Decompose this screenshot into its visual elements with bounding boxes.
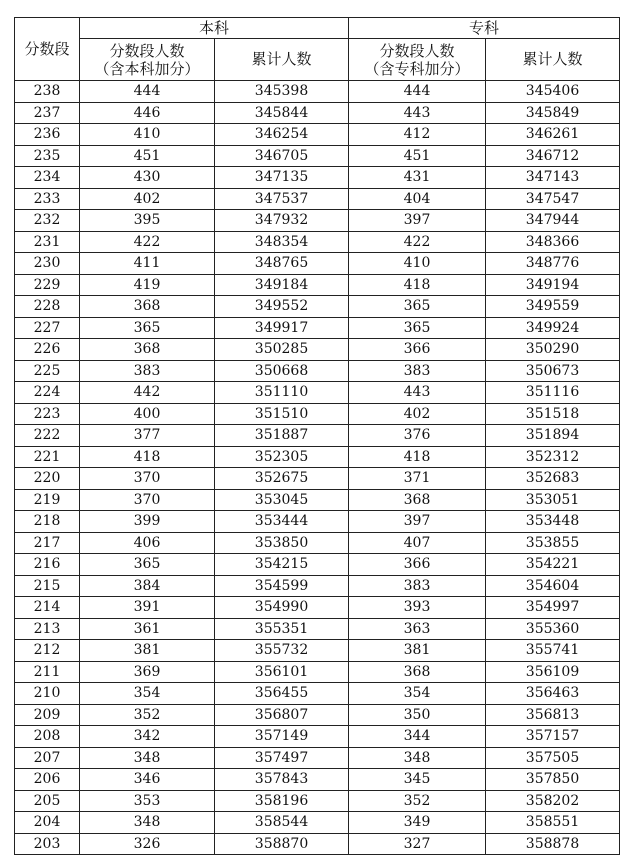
junior-count-cell: 418	[349, 446, 486, 468]
junior-count-cell: 363	[349, 618, 486, 640]
undergrad-count-cell: 395	[80, 210, 215, 232]
junior-cumulative-cell: 356813	[486, 704, 620, 726]
header-sub-row	[15, 39, 620, 81]
score-cell: 219	[15, 489, 80, 511]
junior-count-cell: 345	[349, 769, 486, 791]
junior-cumulative-cell: 346261	[486, 124, 620, 146]
junior-count-cell: 348	[349, 747, 486, 769]
undergrad-count-cell: 368	[80, 296, 215, 318]
junior-count-cell: 422	[349, 231, 486, 253]
undergrad-cumulative-cell: 346705	[215, 145, 349, 167]
table-row	[15, 790, 620, 812]
junior-count-cell: 383	[349, 575, 486, 597]
undergrad-count-cell: 418	[80, 446, 215, 468]
junior-count-cell: 418	[349, 274, 486, 296]
junior-bonus-note: （含专科加分）	[364, 59, 470, 78]
table-row	[15, 360, 620, 382]
table-row	[15, 640, 620, 662]
undergrad-count-cell: 422	[80, 231, 215, 253]
undergrad-count-cell: 400	[80, 403, 215, 425]
junior-cumulative-cell: 347547	[486, 188, 620, 210]
undergrad-count-cell: 370	[80, 468, 215, 490]
undergrad-cumulative-cell: 354599	[215, 575, 349, 597]
score-cell: 232	[15, 210, 80, 232]
junior-cumulative-cell: 351116	[486, 382, 620, 404]
junior-count-cell: 383	[349, 360, 486, 382]
undergrad-cumulative-cell: 350668	[215, 360, 349, 382]
junior-count-cell: 412	[349, 124, 486, 146]
junior-count-cell: 393	[349, 597, 486, 619]
junior-cumulative-cell: 354997	[486, 597, 620, 619]
junior-count-cell: 431	[349, 167, 486, 189]
junior-count-cell: 349	[349, 812, 486, 834]
undergrad-cumulative-cell: 351887	[215, 425, 349, 447]
score-cell: 228	[15, 296, 80, 318]
junior-count-cell: 327	[349, 833, 486, 855]
undergrad-count-cell: 368	[80, 339, 215, 361]
score-cell: 208	[15, 726, 80, 748]
score-cell: 206	[15, 769, 80, 791]
table-row	[15, 618, 620, 640]
table-row	[15, 747, 620, 769]
undergrad-count-cell: 406	[80, 532, 215, 554]
undergrad-cumulative-cell: 356807	[215, 704, 349, 726]
junior-cumulative-cell: 355741	[486, 640, 620, 662]
junior-count-cell: 444	[349, 81, 486, 103]
undergrad-count-cell: 370	[80, 489, 215, 511]
score-cell: 203	[15, 833, 80, 855]
undergrad-cumulative-cell: 351110	[215, 382, 349, 404]
table-row	[15, 145, 620, 167]
undergrad-count-cell: 348	[80, 747, 215, 769]
undergrad-cumulative-cell: 346254	[215, 124, 349, 146]
table-row	[15, 468, 620, 490]
junior-cumulative-header: 累计人数	[486, 39, 620, 81]
table-row	[15, 167, 620, 189]
table-row	[15, 403, 620, 425]
junior-cumulative-cell: 351894	[486, 425, 620, 447]
undergrad-cumulative-cell: 356101	[215, 661, 349, 683]
undergrad-count-cell: 369	[80, 661, 215, 683]
undergrad-count-cell: 381	[80, 640, 215, 662]
junior-cumulative-cell: 356109	[486, 661, 620, 683]
table-body	[15, 81, 620, 855]
undergrad-cumulative-cell: 348354	[215, 231, 349, 253]
score-cell: 229	[15, 274, 80, 296]
junior-count-cell: 397	[349, 511, 486, 533]
undergrad-count-cell: 399	[80, 511, 215, 533]
undergrad-cumulative-cell: 345844	[215, 102, 349, 124]
undergrad-cumulative-header: 累计人数	[215, 39, 349, 81]
junior-cumulative-cell: 348776	[486, 253, 620, 275]
score-cell: 238	[15, 81, 80, 103]
undergrad-count-cell: 451	[80, 145, 215, 167]
junior-count-cell: 344	[349, 726, 486, 748]
table-row	[15, 833, 620, 855]
junior-count-cell: 410	[349, 253, 486, 275]
undergrad-count-cell: 342	[80, 726, 215, 748]
junior-count-cell: 350	[349, 704, 486, 726]
junior-count-cell: 366	[349, 339, 486, 361]
score-cell: 209	[15, 704, 80, 726]
table-row	[15, 661, 620, 683]
score-cell: 217	[15, 532, 80, 554]
junior-cumulative-cell: 346712	[486, 145, 620, 167]
score-cell: 215	[15, 575, 80, 597]
undergrad-cumulative-cell: 357149	[215, 726, 349, 748]
undergrad-cumulative-cell: 353444	[215, 511, 349, 533]
score-cell: 234	[15, 167, 80, 189]
table-row	[15, 489, 620, 511]
table-row	[15, 339, 620, 361]
undergrad-count-cell: 410	[80, 124, 215, 146]
table-row	[15, 124, 620, 146]
score-cell: 226	[15, 339, 80, 361]
undergrad-count-cell: 361	[80, 618, 215, 640]
undergrad-count-cell: 346	[80, 769, 215, 791]
score-cell: 224	[15, 382, 80, 404]
junior-count-cell: 376	[349, 425, 486, 447]
undergrad-count-header	[80, 39, 215, 81]
undergrad-count-cell: 402	[80, 188, 215, 210]
junior-count-cell: 365	[349, 317, 486, 339]
score-cell: 227	[15, 317, 80, 339]
junior-count-cell: 366	[349, 554, 486, 576]
score-cell: 233	[15, 188, 80, 210]
junior-cumulative-cell: 357505	[486, 747, 620, 769]
junior-count-cell: 443	[349, 102, 486, 124]
junior-cumulative-cell: 355360	[486, 618, 620, 640]
undergrad-cumulative-cell: 357497	[215, 747, 349, 769]
junior-cumulative-cell: 349559	[486, 296, 620, 318]
junior-cumulative-cell: 353051	[486, 489, 620, 511]
junior-cumulative-cell: 350290	[486, 339, 620, 361]
undergrad-cumulative-cell: 357843	[215, 769, 349, 791]
junior-cumulative-cell: 349194	[486, 274, 620, 296]
undergrad-count-label: 分数段人数	[109, 41, 185, 60]
junior-cumulative-cell: 347143	[486, 167, 620, 189]
undergrad-cumulative-cell: 347135	[215, 167, 349, 189]
score-cell: 211	[15, 661, 80, 683]
undergrad-count-cell: 391	[80, 597, 215, 619]
undergrad-cumulative-cell: 352675	[215, 468, 349, 490]
table-row	[15, 726, 620, 748]
score-cell: 235	[15, 145, 80, 167]
junior-count-cell: 443	[349, 382, 486, 404]
table-row	[15, 532, 620, 554]
junior-cumulative-cell: 351518	[486, 403, 620, 425]
undergrad-cumulative-cell: 354990	[215, 597, 349, 619]
undergrad-count-cell: 444	[80, 81, 215, 103]
score-cell: 223	[15, 403, 80, 425]
junior-cumulative-cell: 350673	[486, 360, 620, 382]
junior-count-label: 分数段人数	[379, 41, 455, 60]
junior-count-cell: 368	[349, 661, 486, 683]
undergrad-count-cell: 348	[80, 812, 215, 834]
undergrad-count-cell: 354	[80, 683, 215, 705]
junior-count-cell: 368	[349, 489, 486, 511]
undergrad-cumulative-cell: 349917	[215, 317, 349, 339]
junior-cumulative-cell: 358202	[486, 790, 620, 812]
table-row	[15, 812, 620, 834]
header-group-row	[15, 18, 620, 39]
undergrad-cumulative-cell: 355732	[215, 640, 349, 662]
undergrad-cumulative-cell: 358544	[215, 812, 349, 834]
score-cell: 205	[15, 790, 80, 812]
undergrad-count-cell: 411	[80, 253, 215, 275]
undergrad-count-cell: 365	[80, 554, 215, 576]
score-cell: 225	[15, 360, 80, 382]
score-cell: 231	[15, 231, 80, 253]
undergrad-cumulative-cell: 356455	[215, 683, 349, 705]
score-cell: 220	[15, 468, 80, 490]
undergrad-group-header: 本科	[80, 18, 349, 39]
undergrad-cumulative-cell: 347932	[215, 210, 349, 232]
junior-cumulative-cell: 349924	[486, 317, 620, 339]
undergrad-count-cell: 353	[80, 790, 215, 812]
score-band-header: 分数段	[15, 18, 80, 81]
undergrad-cumulative-cell: 354215	[215, 554, 349, 576]
score-cell: 210	[15, 683, 80, 705]
score-cell: 222	[15, 425, 80, 447]
undergrad-count-cell: 365	[80, 317, 215, 339]
junior-cumulative-cell: 357157	[486, 726, 620, 748]
undergrad-cumulative-cell: 358870	[215, 833, 349, 855]
undergrad-cumulative-cell: 345398	[215, 81, 349, 103]
undergrad-cumulative-cell: 348765	[215, 253, 349, 275]
table-row	[15, 274, 620, 296]
undergrad-cumulative-cell: 352305	[215, 446, 349, 468]
table-row	[15, 575, 620, 597]
junior-cumulative-cell: 352683	[486, 468, 620, 490]
junior-group-header: 专科	[349, 18, 620, 39]
table-row	[15, 81, 620, 103]
junior-count-cell: 402	[349, 403, 486, 425]
junior-cumulative-cell: 354604	[486, 575, 620, 597]
score-cell: 216	[15, 554, 80, 576]
undergrad-count-cell: 384	[80, 575, 215, 597]
junior-count-cell: 397	[349, 210, 486, 232]
table-row	[15, 253, 620, 275]
undergrad-count-cell: 430	[80, 167, 215, 189]
table-row	[15, 296, 620, 318]
table-row	[15, 210, 620, 232]
table-header	[15, 18, 620, 81]
undergrad-count-cell: 383	[80, 360, 215, 382]
junior-cumulative-cell: 345849	[486, 102, 620, 124]
table-row	[15, 425, 620, 447]
junior-cumulative-cell: 353448	[486, 511, 620, 533]
junior-cumulative-cell: 348366	[486, 231, 620, 253]
junior-cumulative-cell: 347944	[486, 210, 620, 232]
table-row	[15, 511, 620, 533]
undergrad-count-cell: 419	[80, 274, 215, 296]
table-row	[15, 554, 620, 576]
junior-cumulative-cell: 358551	[486, 812, 620, 834]
undergrad-cumulative-cell: 350285	[215, 339, 349, 361]
junior-count-cell: 407	[349, 532, 486, 554]
junior-count-cell: 352	[349, 790, 486, 812]
score-cell: 213	[15, 618, 80, 640]
table-row	[15, 188, 620, 210]
undergrad-cumulative-cell: 353045	[215, 489, 349, 511]
table-row	[15, 446, 620, 468]
junior-cumulative-cell: 354221	[486, 554, 620, 576]
undergrad-cumulative-cell: 349552	[215, 296, 349, 318]
score-cell: 207	[15, 747, 80, 769]
undergrad-bonus-note: （含本科加分）	[94, 59, 200, 78]
junior-count-cell: 365	[349, 296, 486, 318]
junior-count-cell: 381	[349, 640, 486, 662]
undergrad-cumulative-cell: 355351	[215, 618, 349, 640]
table-row	[15, 704, 620, 726]
junior-cumulative-cell: 356463	[486, 683, 620, 705]
junior-count-header	[349, 39, 486, 81]
junior-cumulative-cell: 353855	[486, 532, 620, 554]
undergrad-count-cell: 326	[80, 833, 215, 855]
undergrad-cumulative-cell: 351510	[215, 403, 349, 425]
score-cell: 212	[15, 640, 80, 662]
score-cell: 230	[15, 253, 80, 275]
score-cell: 218	[15, 511, 80, 533]
score-distribution-table	[14, 17, 620, 855]
score-cell: 236	[15, 124, 80, 146]
table-row	[15, 683, 620, 705]
undergrad-cumulative-cell: 347537	[215, 188, 349, 210]
table-row	[15, 102, 620, 124]
junior-count-cell: 371	[349, 468, 486, 490]
table-row	[15, 769, 620, 791]
junior-count-cell: 354	[349, 683, 486, 705]
junior-cumulative-cell: 358878	[486, 833, 620, 855]
undergrad-cumulative-cell: 349184	[215, 274, 349, 296]
undergrad-cumulative-cell: 358196	[215, 790, 349, 812]
score-cell: 204	[15, 812, 80, 834]
undergrad-count-cell: 352	[80, 704, 215, 726]
undergrad-count-cell: 377	[80, 425, 215, 447]
table-row	[15, 231, 620, 253]
score-cell: 237	[15, 102, 80, 124]
undergrad-cumulative-cell: 353850	[215, 532, 349, 554]
score-cell: 221	[15, 446, 80, 468]
table-row	[15, 382, 620, 404]
undergrad-count-cell: 442	[80, 382, 215, 404]
junior-count-cell: 404	[349, 188, 486, 210]
score-cell: 214	[15, 597, 80, 619]
undergrad-count-cell: 446	[80, 102, 215, 124]
junior-cumulative-cell: 357850	[486, 769, 620, 791]
junior-cumulative-cell: 352312	[486, 446, 620, 468]
table-row	[15, 317, 620, 339]
table-row	[15, 597, 620, 619]
junior-count-cell: 451	[349, 145, 486, 167]
junior-cumulative-cell: 345406	[486, 81, 620, 103]
